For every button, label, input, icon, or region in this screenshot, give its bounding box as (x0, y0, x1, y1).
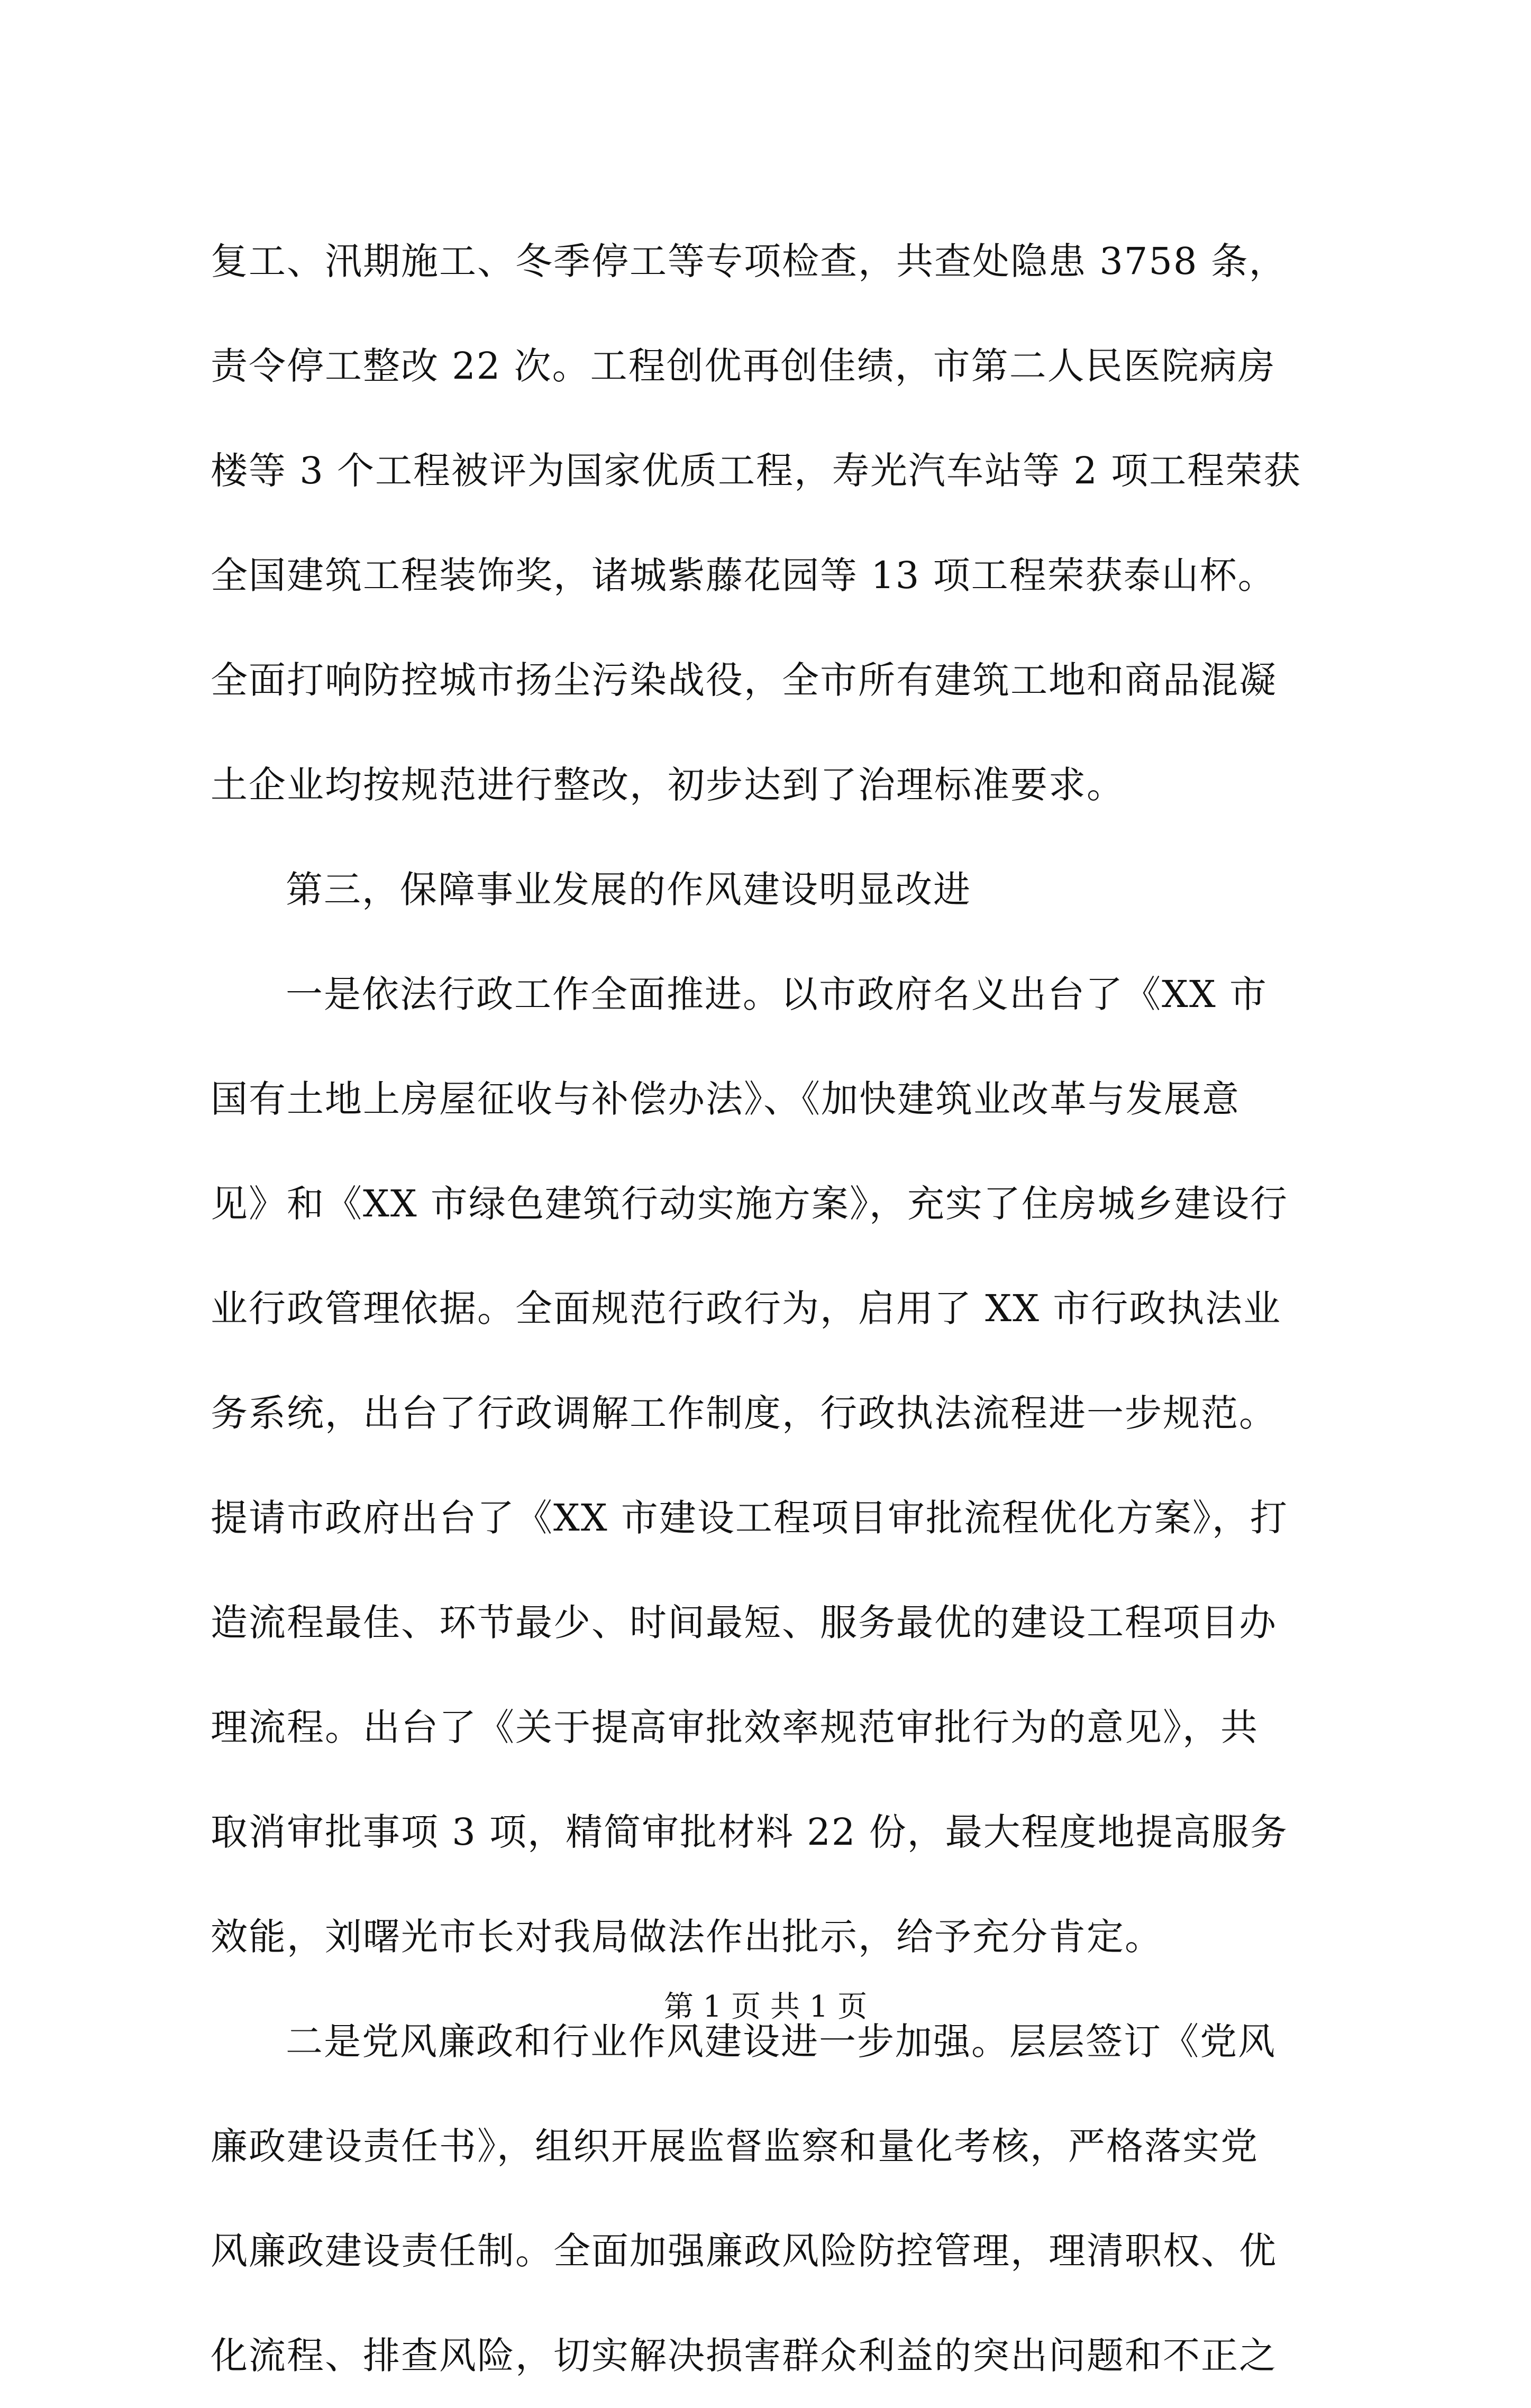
text-line: 取消审批事项 3 项，精简审批材料 22 份，最大程度地提高服务 (211, 1810, 1288, 1854)
text-line: 全国建筑工程装饰奖，诸城紫藤花园等 13 项工程荣获泰山杯。 (211, 554, 1276, 597)
text-line: 业行政管理依据。全面规范行政行为，启用了 XX 市行政执法业 (211, 1287, 1282, 1330)
paragraph-first-line: 一是依法行政工作全面推进。以市政府名义出台了《XX 市 (286, 973, 1268, 1016)
text-line: 化流程、排查风险，切实解决损害群众利益的突出问题和不正之 (211, 2334, 1277, 2377)
text-line: 复工、汛期施工、冬季停工等专项检查，共查处隐患 3758 条， (211, 240, 1287, 283)
text-line: 务系统，出台了行政调解工作制度，行政执法流程进一步规范。 (211, 1391, 1277, 1435)
document-body (211, 209, 1343, 2408)
text-line: 廉政建设责任书》，组织开展监督监察和量化考核，严格落实党 (211, 2125, 1259, 2168)
text-line: 土企业均按规范进行整改，初步达到了治理标准要求。 (211, 763, 1125, 807)
text-line: 国有土地上房屋征收与补偿办法》、《加快建筑业改革与发展意 (211, 1077, 1240, 1121)
text-line: 提请市政府出台了《XX 市建设工程项目审批流程优化方案》，打 (211, 1496, 1288, 1540)
text-line: 风廉政建设责任制。全面加强廉政风险防控管理，理清职权、优 (211, 2229, 1277, 2273)
text-line: 责令停工整改 22 次。工程创优再创佳绩，市第二人民医院病房 (211, 344, 1276, 388)
text-line: 见》和《XX 市绿色建筑行动实施方案》，充实了住房城乡建设行 (211, 1182, 1288, 1225)
text-line: 楼等 3 个工程被评为国家优质工程，寿光汽车站等 2 项工程荣获 (211, 449, 1302, 492)
paragraph-first-line: 二是党风廉政和行业作风建设进一步加强。层层签订《党风 (286, 2020, 1276, 2063)
section-heading: 第三，保障事业发展的作风建设明显改进 (286, 868, 971, 911)
text-line: 全面打响防控城市扬尘污染战役，全市所有建筑工地和商品混凝 (211, 658, 1277, 702)
text-line: 造流程最佳、环节最少、时间最短、服务最优的建设工程项目办 (211, 1601, 1277, 1644)
text-line: 理流程。出台了《关于提高审批效率规范审批行为的意见》，共 (211, 1706, 1259, 1749)
text-line: 效能，刘曙光市长对我局做法作出批示，给予充分肯定。 (211, 1915, 1163, 1958)
page-footer: 第 1 页 共 1 页 (663, 1990, 868, 2024)
